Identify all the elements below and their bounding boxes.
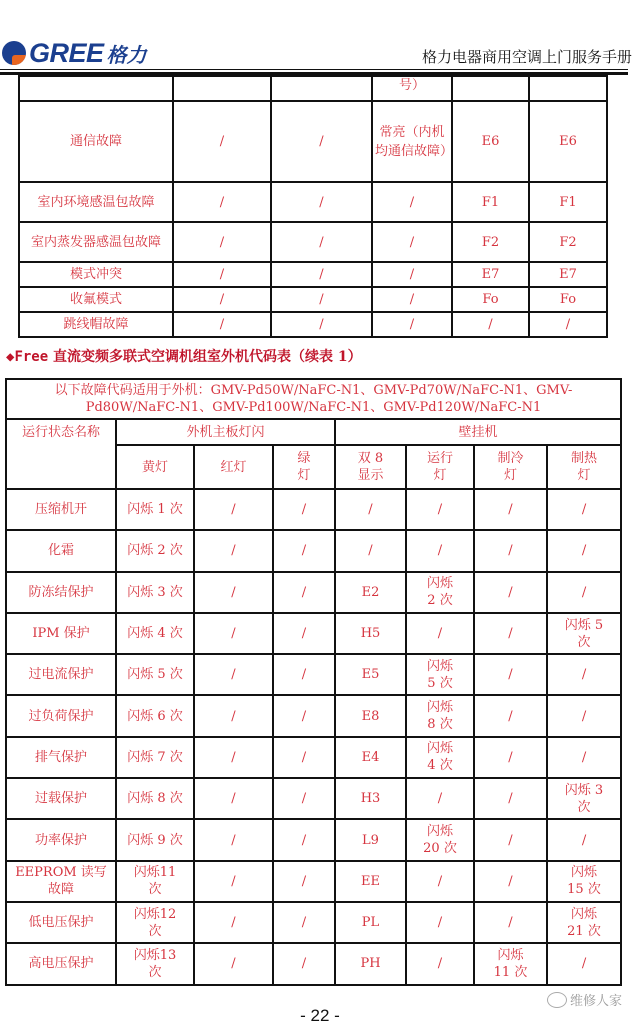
diamond-bullet-icon: ◆	[6, 349, 15, 365]
heat-light-cell: 闪烁 5 次	[547, 613, 621, 654]
cell: /	[271, 101, 372, 182]
cell: /	[372, 287, 452, 312]
yellow-light-cell: 闪烁13 次	[116, 943, 194, 984]
yellow-light-cell: 闪烁12 次	[116, 902, 194, 943]
page-header	[0, 36, 640, 70]
cell: F1	[452, 182, 529, 222]
table-row	[19, 312, 607, 337]
cool-light-cell: /	[474, 613, 547, 654]
cell: F2	[529, 222, 607, 262]
heat-light-cell: /	[547, 695, 621, 736]
table-row	[19, 101, 607, 182]
status-name-cell: IPM 保护	[6, 613, 116, 654]
applies-to-row	[6, 379, 621, 419]
green-light-cell: /	[273, 572, 335, 613]
cell: /	[173, 262, 271, 287]
indoor-code-table-continued	[18, 75, 608, 338]
yellow-light-cell: 闪烁 9 次	[116, 819, 194, 860]
status-name-cell: 跳线帽故障	[19, 312, 173, 337]
header-red-light: 红灯	[194, 445, 273, 489]
dual8-display-cell: PL	[335, 902, 406, 943]
table-row	[19, 182, 607, 222]
run-light-cell: /	[406, 489, 474, 530]
cell	[271, 76, 372, 101]
heat-light-cell: /	[547, 654, 621, 695]
applies-to-note: 以下故障代码适用于外机：GMV-Pd50W/NaFC-N1、GMV-Pd70W/NaFC-N1、GMV-Pd80W/NaFC-N1、GMV-Pd100W/NaFC-N1、GMV-Pd120W/NaFC-N1	[6, 379, 621, 419]
red-light-cell: /	[194, 530, 273, 571]
dual8-display-cell: L9	[335, 819, 406, 860]
heat-light-cell: 闪烁 3 次	[547, 778, 621, 819]
cool-light-cell: /	[474, 572, 547, 613]
status-name-cell: 防冻结保护	[6, 572, 116, 613]
run-light-cell: 闪烁 20 次	[406, 819, 474, 860]
red-light-cell: /	[194, 902, 273, 943]
table-row	[6, 902, 621, 943]
table-row	[19, 262, 607, 287]
section-title	[6, 346, 362, 366]
header-dual8-display: 双 8 显示	[335, 445, 406, 489]
cell	[173, 76, 271, 101]
cool-light-cell: /	[474, 778, 547, 819]
cell: Fo	[529, 287, 607, 312]
cell: Fo	[452, 287, 529, 312]
cool-light-cell: /	[474, 861, 547, 902]
cell: E7	[529, 262, 607, 287]
cell: F1	[529, 182, 607, 222]
cell: /	[173, 101, 271, 182]
dual8-display-cell: /	[335, 489, 406, 530]
cell: /	[372, 182, 452, 222]
status-name-cell: 功率保护	[6, 819, 116, 860]
outdoor-code-table	[5, 378, 622, 986]
red-light-cell: /	[194, 819, 273, 860]
header-rule-thin	[0, 69, 628, 70]
table-row	[6, 695, 621, 736]
table-row	[6, 572, 621, 613]
section-title-text: 直流变频多联式空调机组室外机代码表（续表 1）	[48, 349, 362, 365]
red-light-cell: /	[194, 778, 273, 819]
yellow-light-cell: 闪烁11 次	[116, 861, 194, 902]
yellow-light-cell: 闪烁 5 次	[116, 654, 194, 695]
gree-logo-icon	[2, 41, 26, 65]
status-name-cell: 收氟模式	[19, 287, 173, 312]
red-light-cell: /	[194, 695, 273, 736]
red-light-cell: /	[194, 737, 273, 778]
cell: /	[529, 312, 607, 337]
header-heat-light: 制热灯	[547, 445, 621, 489]
status-name-cell: 高电压保护	[6, 943, 116, 984]
header-run-light: 运行灯	[406, 445, 474, 489]
status-name-cell: 化霜	[6, 530, 116, 571]
status-name-cell: 通信故障	[19, 101, 173, 182]
run-light-cell: /	[406, 861, 474, 902]
status-name-cell	[19, 76, 173, 101]
cool-light-cell: /	[474, 695, 547, 736]
heat-light-cell: /	[547, 819, 621, 860]
green-light-cell: /	[273, 489, 335, 530]
cell: /	[271, 287, 372, 312]
green-light-cell: /	[273, 613, 335, 654]
red-light-cell: /	[194, 943, 273, 984]
status-name-cell: 模式冲突	[19, 262, 173, 287]
green-light-cell: /	[273, 943, 335, 984]
yellow-light-cell: 闪烁 8 次	[116, 778, 194, 819]
dual8-display-cell: H3	[335, 778, 406, 819]
table-row	[6, 861, 621, 902]
heat-light-cell: 闪烁 15 次	[547, 861, 621, 902]
green-light-cell: /	[273, 737, 335, 778]
table-row	[19, 287, 607, 312]
header-wall-unit: 壁挂机	[335, 419, 621, 445]
run-light-cell: /	[406, 778, 474, 819]
cell: /	[372, 262, 452, 287]
yellow-light-cell: 闪烁 1 次	[116, 489, 194, 530]
red-light-cell: /	[194, 613, 273, 654]
green-light-cell: /	[273, 819, 335, 860]
yellow-light-cell: 闪烁 4 次	[116, 613, 194, 654]
logo-text: GREE	[29, 37, 104, 68]
dual8-display-cell: E2	[335, 572, 406, 613]
status-name-cell: 压缩机开	[6, 489, 116, 530]
cell	[529, 76, 607, 101]
red-light-cell: /	[194, 572, 273, 613]
dual8-display-cell: /	[335, 530, 406, 571]
red-light-cell: /	[194, 489, 273, 530]
gree-logo	[2, 38, 147, 68]
table-row	[6, 613, 621, 654]
cell: /	[452, 312, 529, 337]
dual8-display-cell: E4	[335, 737, 406, 778]
heat-light-cell: /	[547, 530, 621, 571]
yellow-light-cell: 闪烁 2 次	[116, 530, 194, 571]
cell: E6	[452, 101, 529, 182]
status-name-cell: 室内环境感温包故障	[19, 182, 173, 222]
watermark-text: 维修人家	[569, 994, 622, 1009]
header-yellow-light: 黄灯	[116, 445, 194, 489]
run-light-cell: 闪烁 8 次	[406, 695, 474, 736]
status-name-cell: 室内蒸发器感温包故障	[19, 222, 173, 262]
table-row	[6, 737, 621, 778]
cell: /	[271, 312, 372, 337]
heat-light-cell: /	[547, 489, 621, 530]
cell: F2	[452, 222, 529, 262]
green-light-cell: /	[273, 778, 335, 819]
table-row	[19, 222, 607, 262]
table-row	[6, 778, 621, 819]
green-light-cell: /	[273, 654, 335, 695]
table-row	[6, 489, 621, 530]
cell	[452, 76, 529, 101]
yellow-light-cell: 闪烁 7 次	[116, 737, 194, 778]
run-light-cell: 闪烁 2 次	[406, 572, 474, 613]
dual8-display-cell: E8	[335, 695, 406, 736]
cell: /	[173, 287, 271, 312]
cell: /	[271, 182, 372, 222]
cell: /	[271, 262, 372, 287]
manual-title: 格力电器商用空调上门服务手册	[421, 48, 632, 66]
table-row	[6, 819, 621, 860]
cool-light-cell: /	[474, 737, 547, 778]
run-light-cell: /	[406, 943, 474, 984]
header-status-name: 运行状态名称	[6, 419, 116, 489]
cool-light-cell: /	[474, 489, 547, 530]
status-name-cell: 过电流保护	[6, 654, 116, 695]
green-light-cell: /	[273, 902, 335, 943]
green-light-cell: /	[273, 861, 335, 902]
cell: E6	[529, 101, 607, 182]
header-row-group	[6, 419, 621, 445]
cell: 号）	[372, 76, 452, 101]
cool-light-cell: /	[474, 819, 547, 860]
heat-light-cell: /	[547, 737, 621, 778]
cell: /	[271, 222, 372, 262]
dual8-display-cell: E5	[335, 654, 406, 695]
status-name-cell: 排气保护	[6, 737, 116, 778]
status-name-cell: 过载保护	[6, 778, 116, 819]
section-title-prefix: Free	[14, 349, 49, 365]
header-green-light: 绿灯	[273, 445, 335, 489]
logo-cn-text: 格力	[106, 42, 147, 67]
cool-light-cell: 闪烁 11 次	[474, 943, 547, 984]
page-number: - 22 -	[300, 1006, 340, 1025]
run-light-cell: /	[406, 902, 474, 943]
heat-light-cell: 闪烁 21 次	[547, 902, 621, 943]
cool-light-cell: /	[474, 902, 547, 943]
cell: /	[173, 312, 271, 337]
cell: /	[372, 312, 452, 337]
status-name-cell: EEPROM 读写故障	[6, 861, 116, 902]
run-light-cell: 闪烁 5 次	[406, 654, 474, 695]
red-light-cell: /	[194, 861, 273, 902]
cell: 常亮（内机均通信故障）	[372, 101, 452, 182]
run-light-cell: /	[406, 613, 474, 654]
table-row	[6, 654, 621, 695]
table-row	[6, 943, 621, 984]
heat-light-cell: /	[547, 943, 621, 984]
run-light-cell: 闪烁 4 次	[406, 737, 474, 778]
cell: /	[173, 182, 271, 222]
heat-light-cell: /	[547, 572, 621, 613]
cool-light-cell: /	[474, 530, 547, 571]
dual8-display-cell: EE	[335, 861, 406, 902]
header-outdoor-board-lights: 外机主板灯闪	[116, 419, 335, 445]
green-light-cell: /	[273, 695, 335, 736]
green-light-cell: /	[273, 530, 335, 571]
cell: E7	[452, 262, 529, 287]
status-name-cell: 过负荷保护	[6, 695, 116, 736]
table-row	[19, 76, 607, 101]
dual8-display-cell: PH	[335, 943, 406, 984]
run-light-cell: /	[406, 530, 474, 571]
header-cool-light: 制冷灯	[474, 445, 547, 489]
table-row	[6, 530, 621, 571]
cell: /	[372, 222, 452, 262]
cell: /	[173, 222, 271, 262]
status-name-cell: 低电压保护	[6, 902, 116, 943]
yellow-light-cell: 闪烁 6 次	[116, 695, 194, 736]
red-light-cell: /	[194, 654, 273, 695]
yellow-light-cell: 闪烁 3 次	[116, 572, 194, 613]
cool-light-cell: /	[474, 654, 547, 695]
dual8-display-cell: H5	[335, 613, 406, 654]
